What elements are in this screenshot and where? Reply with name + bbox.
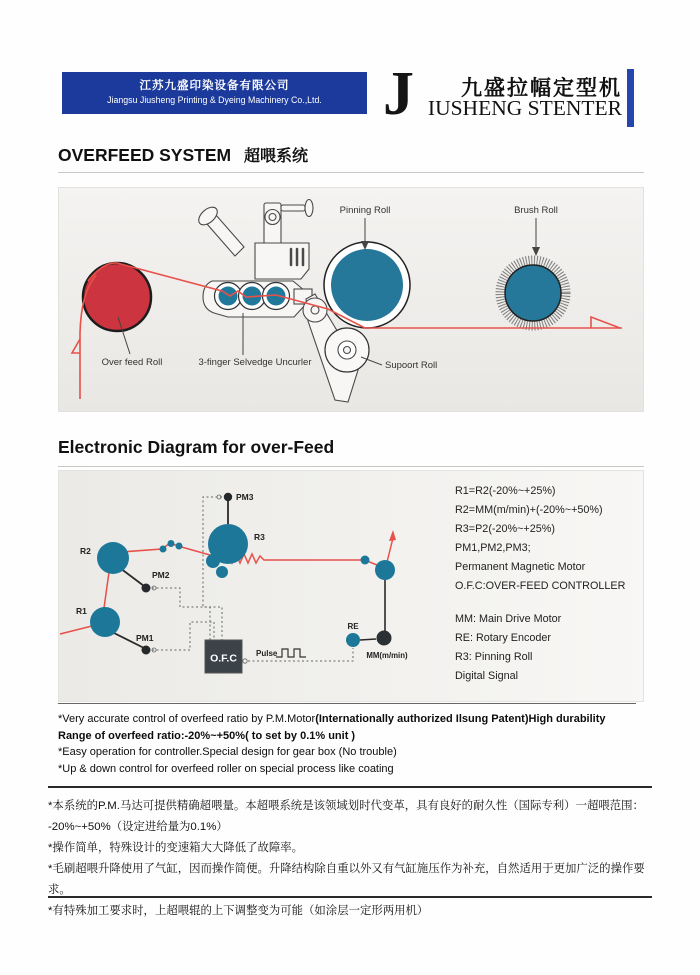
legend-line: RE: Rotary Encoder [455, 632, 552, 644]
uncurler-clamp-hole [269, 214, 276, 221]
section1-divider [58, 172, 644, 173]
pinning-roll-label: Pinning Roll [339, 205, 391, 216]
r3-sub-roll [206, 554, 220, 568]
note-cn-line: *有特殊加工要求时，上超喂辊的上下调整变为可能（如涂层一定形两用机） [48, 905, 429, 917]
finger-roll [219, 287, 238, 306]
overfeed-roll-label: Over feed Roll [101, 357, 163, 368]
overfeed-system-diagram [58, 187, 644, 412]
exit-roll [375, 560, 395, 580]
logo-text-en: IUSHENG STENTER [427, 96, 622, 120]
section2-title: Electronic Diagram for over-Feed [58, 437, 335, 457]
support-pivot-hole [311, 306, 319, 314]
note-cn-line: *本系统的P.M.马达可提供精确超喂量。本超喂系统是该领域划时代变革，具有良好的耐久性（国际专利）一超喂范围： [48, 800, 644, 812]
electronic-diagram-panel [58, 470, 644, 702]
legend-line: R1=R2(-20%~+25%) [455, 485, 556, 497]
notes-cn-bottom-rule [48, 896, 652, 898]
notes-english [58, 711, 648, 777]
legend-line: O.F.C:OVER-FEED CONTROLLER [455, 580, 626, 592]
pm2-node [142, 584, 151, 593]
section2-divider [58, 466, 644, 467]
uncurler-screw [281, 205, 305, 211]
pm3-node [224, 493, 232, 501]
r1-label: R1 [76, 606, 87, 616]
legend-line: Permanent Magnetic Motor [455, 561, 586, 573]
electronic-diagram [58, 470, 458, 702]
overfeed-roll-shape [83, 263, 151, 331]
r3-label: R3 [254, 532, 265, 542]
note-en-line3: *Easy operation for controller.Special design for gear box (No trouble) [58, 746, 397, 758]
company-header-box [62, 72, 367, 114]
r3-sub-roll-2 [216, 566, 228, 578]
support-roll-hole [344, 347, 351, 354]
support-roll-label: Supoort Roll [385, 360, 438, 371]
pinning-roll-shape [331, 249, 403, 321]
ofc-label: O.F.C [210, 652, 237, 665]
legend-line: R3=P2(-20%~+25%) [455, 523, 555, 535]
uncurler-screw-knob [305, 200, 313, 217]
note-en-line2: Range of overfeed ratio:-20%~+50%( to set by 0.1% unit ) [58, 729, 356, 742]
control-signal-lines [152, 497, 353, 661]
thread-entry [60, 625, 96, 634]
mm-node [377, 631, 392, 646]
diagram2-legend [455, 482, 641, 686]
legend-line: PM1,PM2,PM3; [455, 542, 531, 554]
overfeed-system-diagram-panel [58, 187, 644, 412]
r1-roll [90, 607, 120, 637]
brush-roll-shape [505, 265, 561, 321]
re-node [346, 633, 360, 647]
notes-chinese [48, 796, 662, 922]
pm1-node [142, 646, 151, 655]
section1-title-en: OVERFEED SYSTEM [58, 145, 232, 165]
notes-top-divider [58, 703, 636, 704]
thread-arrowhead [389, 530, 396, 541]
thread-exit-arrow [387, 538, 393, 562]
pm2-label: PM2 [152, 570, 170, 580]
legend-block2 [455, 610, 641, 686]
legend-line: R3: Pinning Roll [455, 651, 533, 663]
re-label: RE [347, 622, 359, 631]
logo-initial: J [383, 60, 414, 128]
note-cn-line: *操作简单，特殊设计的变速箱大大降低了故障率。 [48, 842, 304, 854]
guide-dot [176, 543, 183, 550]
r2-pm2-link [120, 568, 144, 586]
thread-r1-r2 [104, 572, 109, 608]
pm1-label: PM1 [136, 633, 154, 643]
pm3-label: PM3 [236, 492, 254, 502]
company-name-en: Jiangsu Jiusheng Printing & Dyeing Machinery Co.,Ltd. [107, 95, 322, 105]
fabric-left-flag [72, 339, 80, 353]
legend-line: R2=MM(m/min)+(-20%~+50%) [455, 504, 603, 516]
note-cn-line: *毛刷超喂升降使用了气缸，因而操作简便。升降结构除自重以外又有气缸施压作为补充，自然适用于更加广泛的操作要求。 [48, 863, 645, 896]
diagram2-labels [76, 492, 408, 660]
logo-text-cn: 九盛拉幅定型机 [461, 77, 622, 100]
section1-title-cn: 超喂系统 [243, 148, 308, 165]
legend-line: MM: Main Drive Motor [455, 613, 562, 625]
note-en-1-bold: (Internationally authorized Ilsung Patent)High durability [315, 713, 606, 725]
mm-label: MM(m/min) [366, 651, 408, 660]
r2-label: R2 [80, 546, 91, 556]
uncurler-block [255, 243, 309, 279]
r2-roll [97, 542, 129, 574]
uncurler-label: 3-finger Selvedge Uncurler [198, 357, 312, 368]
note-en-line4: *Up & down control for overfeed roller on special process like coating [58, 762, 394, 775]
brush-roll-arrowhead [532, 247, 540, 256]
company-name-cn: 江苏九盛印染设备有限公司 [139, 80, 290, 92]
guide-dot [361, 556, 370, 565]
note-en-1-normal: *Very accurate control of overfeed ratio by P.M.Motor [58, 713, 316, 725]
re-mm-link [360, 639, 376, 640]
guide-dot [168, 540, 175, 547]
pulse-label: Pulse [256, 649, 278, 658]
pulse-wave-icon [276, 649, 306, 657]
ofc-terminal [243, 659, 247, 663]
pm2-signal-line [152, 588, 210, 640]
legend-line: Digital Signal [455, 670, 519, 682]
notes-cn-top-rule [48, 786, 652, 788]
note-en-line1 [58, 711, 648, 728]
logo-accent-bar [627, 69, 634, 127]
section1-title [58, 143, 308, 166]
brush-roll-label: Brush Roll [514, 205, 558, 216]
fabric-right-flag [591, 317, 620, 328]
note-cn-line: -20%~+50%（设定进给量为0.1%） [48, 821, 228, 833]
guide-dot [160, 546, 167, 553]
